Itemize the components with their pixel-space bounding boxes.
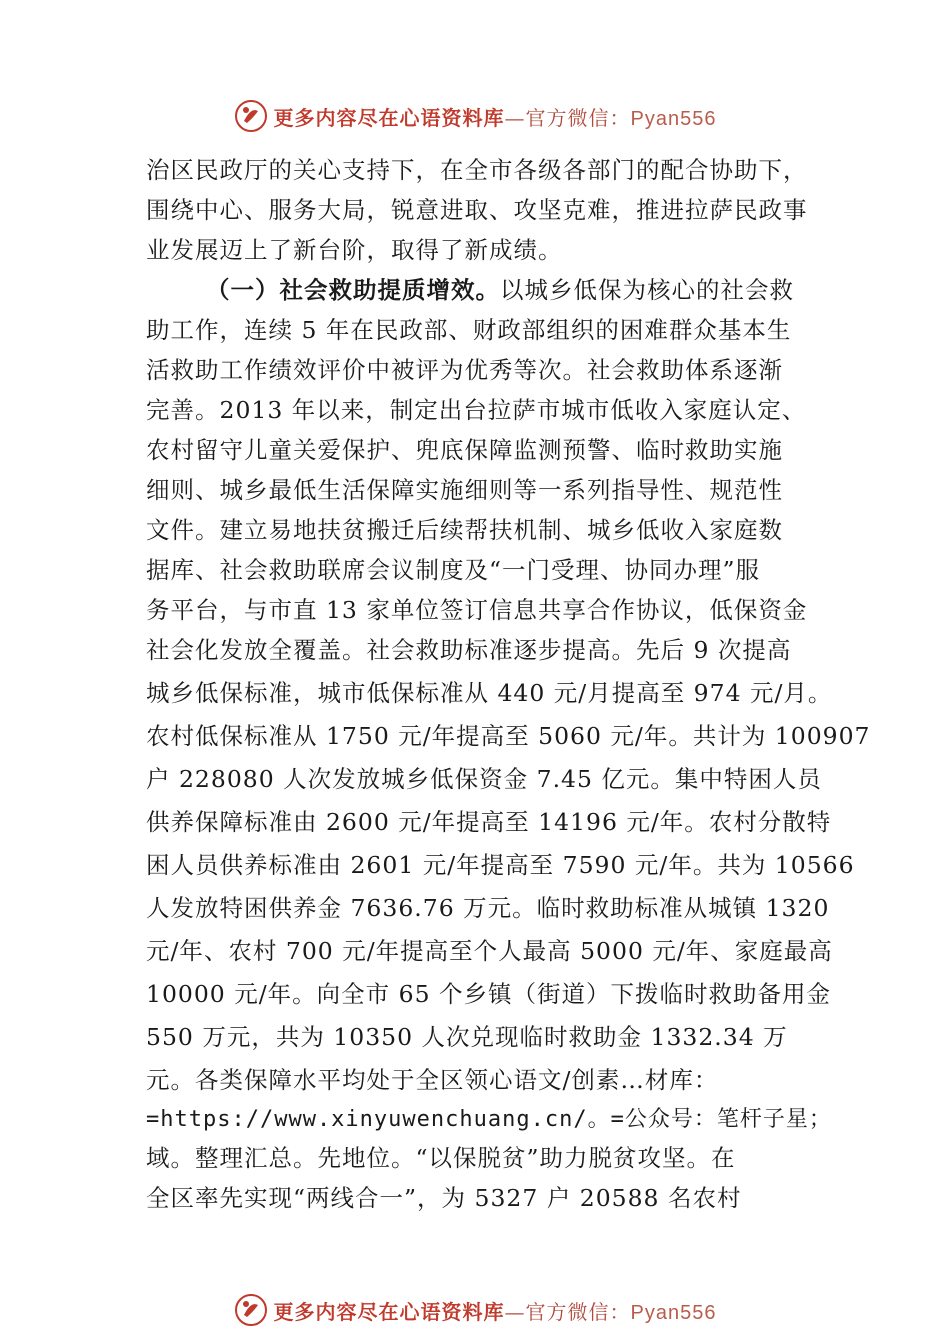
footer-title: 更多内容尽在心语资料库 <box>273 1299 505 1324</box>
body-line: 供养保障标准由 2600 元/年提高至 14196 元/年。农村分散特 <box>146 808 832 836</box>
footer-wechat-id: Pyan556 <box>630 1301 717 1324</box>
body-line: 务平台，与市直 13 家单位签订信息共享合作协议，低保资金 <box>146 596 808 624</box>
body-line: 城乡低保标准，城市低保标准从 440 元/月提高至 974 元/月。 <box>146 679 833 707</box>
body-line: 户 228080 人次发放城乡低保资金 7.45 亿元。集中特困人员 <box>146 765 822 793</box>
body-line: 元。各类保障水平均处于全区领心语文/创素…材库： <box>146 1066 719 1094</box>
paragraph-heading-rest: 以城乡低保为核心的社会救 <box>500 276 794 304</box>
body-line: 全区率先实现“两线合一”，为 5327 户 20588 名农村 <box>146 1184 742 1212</box>
logo-icon <box>234 1293 268 1327</box>
body-line: 元/年、农村 700 元/年提高至个人最高 5000 元/年、家庭最高 <box>146 937 833 965</box>
footer-text <box>274 1296 717 1325</box>
body-line: 困人员供养标准由 2601 元/年提高至 7590 元/年。共为 10566 <box>146 851 855 879</box>
body-line: 围绕中心、服务大局，锐意进取、攻坚克难，推进拉萨民政事 <box>146 196 808 224</box>
body-line: 550 万元，共为 10350 人次兑现临时救助金 1332.34 万 <box>146 1023 788 1051</box>
body-line: 业发展迈上了新台阶，取得了新成绩。 <box>146 236 563 264</box>
header-separator: — <box>504 105 526 130</box>
body-line: 完善。2013 年以来，制定出台拉萨市城市低收入家庭认定、 <box>146 396 807 424</box>
footer-wechat-label: 官方微信： <box>525 1299 631 1324</box>
footer-banner <box>0 1290 950 1330</box>
body-line: 农村低保标准从 1750 元/年提高至 5060 元/年。共计为 100907 <box>146 722 871 750</box>
body-line: 治区民政厅的关心支持下，在全市各级各部门的配合协助下， <box>146 156 808 184</box>
body-line: 人发放特困供养金 7636.76 万元。临时救助标准从城镇 1320 <box>146 894 830 922</box>
paragraph-heading-line <box>206 270 794 310</box>
body-line-url: =https://www.xinyuwenchuang.cn/。=公众号：笔杆子星； <box>146 1107 832 1132</box>
footer-separator: — <box>504 1299 526 1324</box>
body-line: 活救助工作绩效评价中被评为优秀等次。社会救助体系逐渐 <box>146 356 783 384</box>
header-text <box>274 102 717 131</box>
body-line: 社会化发放全覆盖。社会救助标准逐步提高。先后 9 次提高 <box>146 636 792 664</box>
header-banner <box>0 96 950 136</box>
paragraph-heading: （一）社会救助提质增效。 <box>206 276 500 304</box>
body-line: 10000 元/年。向全市 65 个乡镇（街道）下拨临时救助备用金 <box>146 980 831 1008</box>
body-line: 助工作，连续 5 年在民政部、财政部组织的困难群众基本生 <box>146 316 792 344</box>
header-title: 更多内容尽在心语资料库 <box>273 105 505 130</box>
body-line: 文件。建立易地扶贫搬迁后续帮扶机制、城乡低收入家庭数 <box>146 516 783 544</box>
header-wechat-id: Pyan556 <box>630 107 717 130</box>
body-line: 域。整理汇总。先地位。“以保脱贫”助力脱贫攻坚。在 <box>146 1144 736 1172</box>
header-wechat-label: 官方微信： <box>525 105 631 130</box>
body-line: 据库、社会救助联席会议制度及“一门受理、协同办理”服 <box>146 556 761 584</box>
body-line: 农村留守儿童关爱保护、兜底保障监测预警、临时救助实施 <box>146 436 783 464</box>
logo-icon <box>234 99 268 133</box>
body-line: 细则、城乡最低生活保障实施细则等一系列指导性、规范性 <box>146 476 783 504</box>
